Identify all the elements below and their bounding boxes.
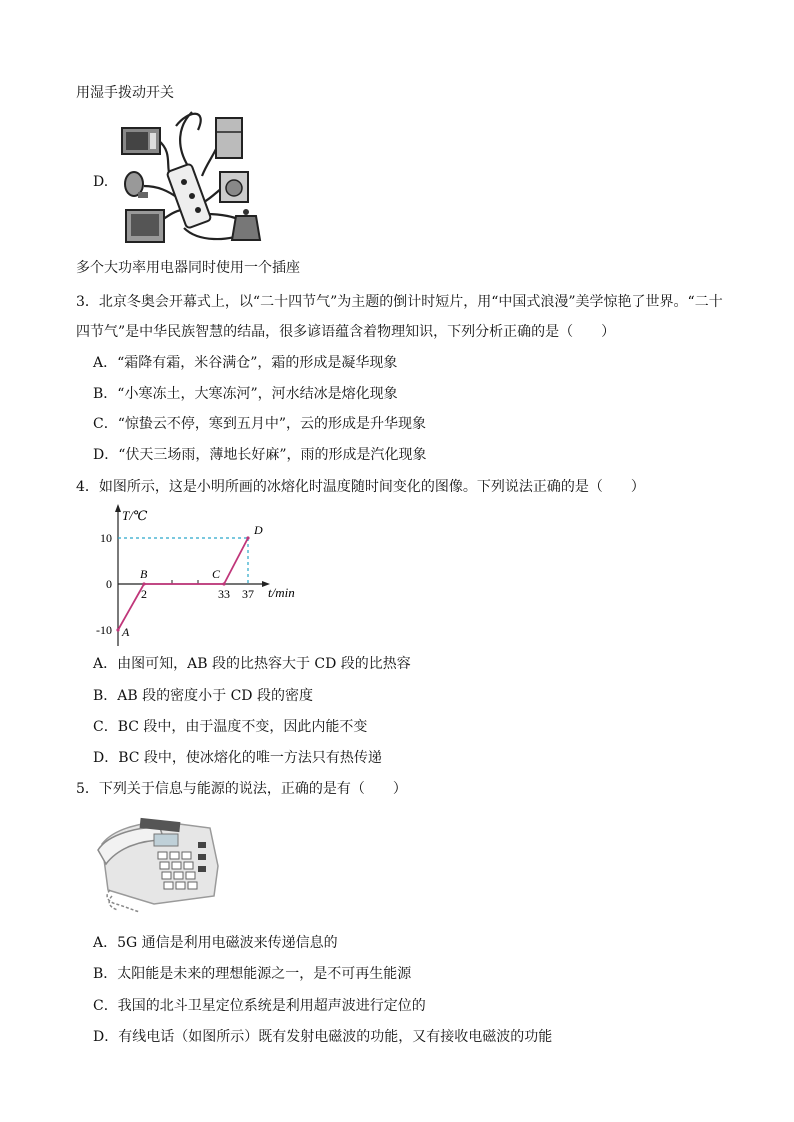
q4-option-d: D．BC 段中，使冰熔化的唯一方法只有热传递: [93, 750, 382, 766]
point-marker-B: [142, 582, 145, 585]
option-d-caption: 多个大功率用电器同时使用一个插座: [76, 260, 300, 276]
x-tick-label: 37: [242, 587, 254, 601]
series-segment-2: [224, 538, 248, 584]
option-d-label: D.: [93, 174, 109, 190]
point-label-D: D: [254, 523, 263, 537]
q3-stem-line2: 四节气”是中华民族智慧的结晶，很多谚语蕴含着物理知识，下列分析正确的是（ ）: [76, 324, 616, 340]
y-axis-label: T/℃: [122, 508, 148, 523]
q3-option-c: C．“惊蛰云不停，寒到五月中”，云的形成是升华现象: [93, 416, 427, 432]
point-label-C: C: [212, 567, 221, 581]
point-marker-A: [116, 628, 119, 631]
q3-option-a: A．“霜降有霜，米谷满仓”，霜的形成是凝华现象: [93, 355, 398, 371]
q5-option-d: D．有线电话（如图所示）既有发射电磁波的功能，又有接收电磁波的功能: [93, 1029, 553, 1045]
q5-option-a: A．5G 通信是利用电磁波来传递信息的: [93, 935, 338, 951]
q3-option-b: B．“小寒冻土，大寒冻河”，河水结冰是熔化现象: [93, 386, 398, 402]
option-c-caption: 用湿手拨动开关: [76, 85, 174, 101]
q4-option-b: B．AB 段的密度小于 CD 段的密度: [93, 688, 313, 704]
point-marker-D: [246, 536, 249, 539]
q5-stem: 5．下列关于信息与能源的说法，正确的是有（ ）: [76, 781, 407, 797]
y-axis-arrow: [115, 504, 121, 512]
ice-melting-temperature-chart: [82, 500, 312, 650]
x-tick-label: 33: [218, 587, 230, 601]
point-label-A: A: [122, 625, 130, 639]
appliances-socket-illustration: [118, 106, 266, 250]
y-tick-label: 10: [100, 531, 112, 545]
x-axis-label: t/min: [268, 585, 295, 600]
point-marker-C: [222, 582, 225, 585]
x-tick-label: 2: [141, 587, 147, 601]
q5-option-c: C．我国的北斗卫星定位系统是利用超声波进行定位的: [93, 998, 426, 1014]
q3-option-d: D．“伏天三场雨，薄地长好麻”，雨的形成是汽化现象: [93, 447, 427, 463]
point-label-B: B: [140, 567, 148, 581]
wired-telephone-illustration: [94, 806, 222, 918]
q3-stem-line1: 3．北京冬奥会开幕式上，以“二十四节气”为主题的倒计时短片，用“中国式浪漫”美学惊艳了世界。“二十: [76, 294, 723, 310]
q5-option-b: B．太阳能是未来的理想能源之一，是不可再生能源: [93, 966, 412, 982]
q4-option-a: A．由图可知，AB 段的比热容大于 CD 段的比热容: [93, 656, 411, 672]
y-tick-label: -10: [96, 623, 112, 637]
series-segment-0: [118, 584, 144, 630]
y-tick-label: 0: [106, 577, 112, 591]
q4-stem: 4．如图所示，这是小明所画的冰熔化时温度随时间变化的图像。下列说法正确的是（ ）: [76, 479, 645, 495]
q4-option-c: C．BC 段中，由于温度不变，因此内能不变: [93, 719, 368, 735]
